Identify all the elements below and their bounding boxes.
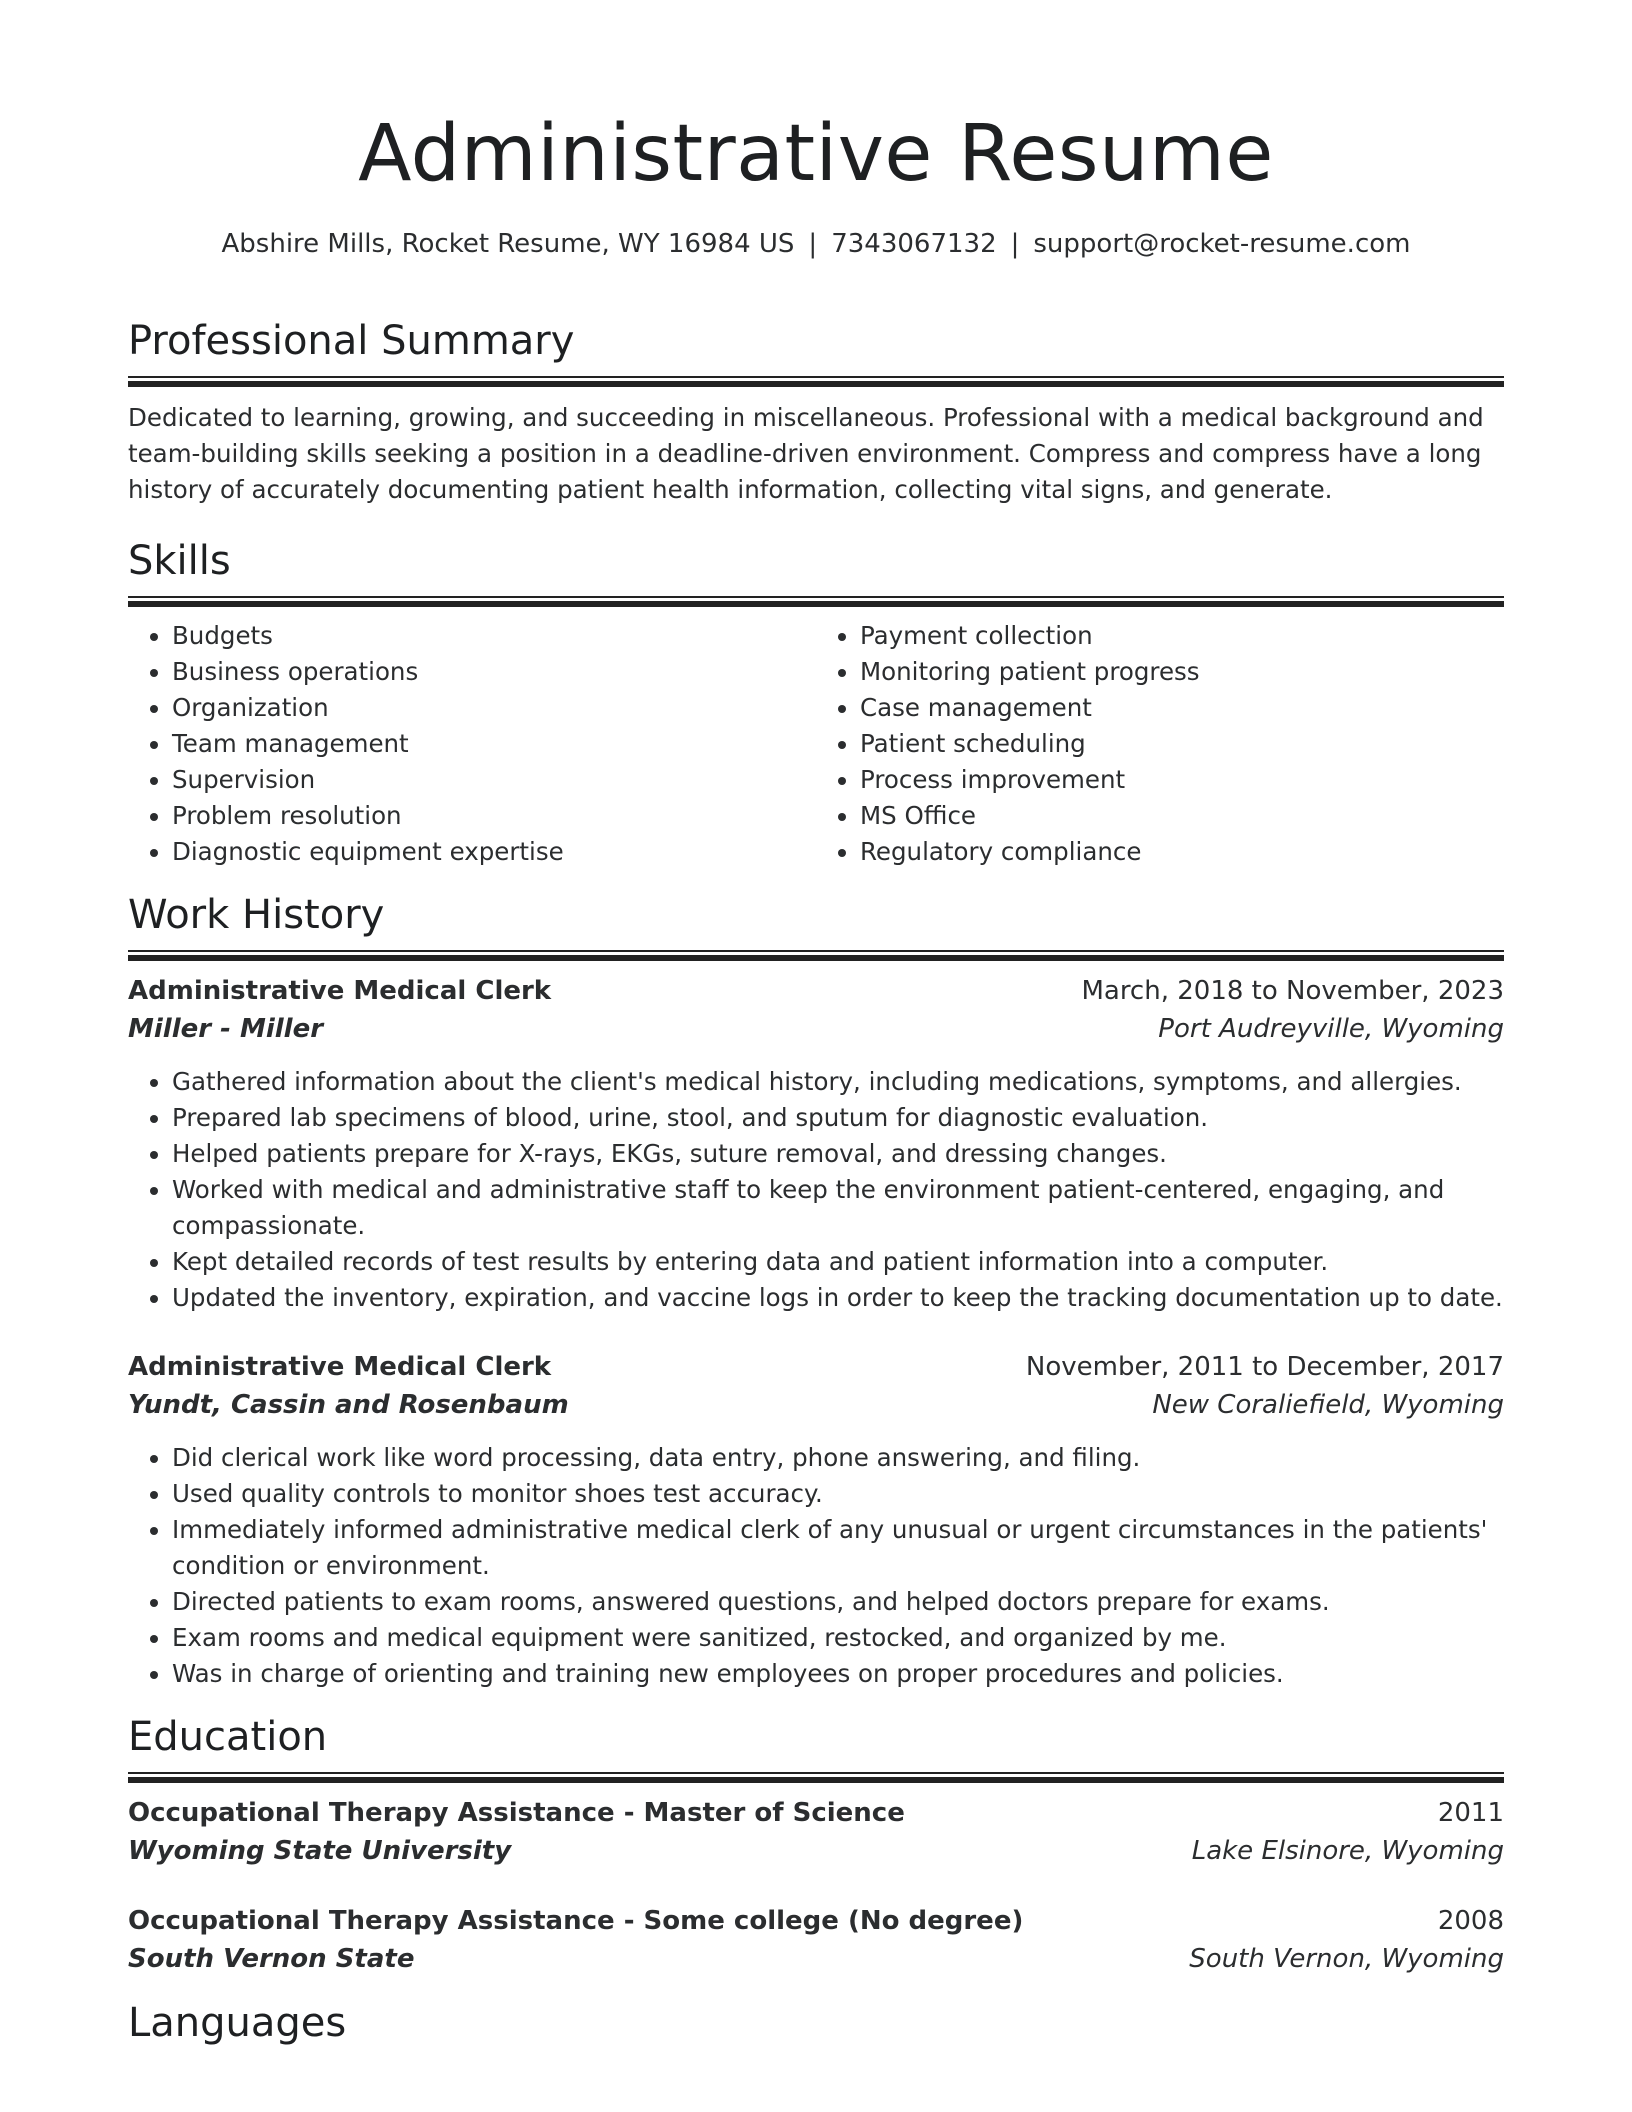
skill-item: • Payment collection [860,618,1504,654]
job-company: Yundt, Cassin and Rosenbaum [128,1390,569,1420]
resume-header [0,109,1632,259]
job-entry [128,1348,1504,1692]
skill-item: • Budgets [172,618,816,654]
section-divider [128,596,1504,606]
job-bullet: • Used quality controls to monitor shoes test accuracy. [172,1476,1504,1512]
education-location: South Vernon, Wyoming [1189,1944,1504,1974]
job-location: Port Audreyville, Wyoming [1158,1014,1504,1044]
skill-item: • Diagnostic equipment expertise [172,834,816,870]
education-section [128,1714,1504,1978]
education-year: 2011 [1437,1798,1504,1828]
job-bullet: • Directed patients to exam rooms, answered questions, and helped doctors prepare for exams. [172,1584,1504,1620]
job-dates: November, 2011 to December, 2017 [1025,1352,1504,1382]
skills-columns [128,618,1504,870]
skills-section [128,538,1504,870]
contact-email: support@rocket-resume.com [1033,229,1411,259]
skill-item: • Business operations [172,654,816,690]
education-entry [128,1794,1504,1870]
skills-list-left [128,618,816,870]
education-degree: Occupational Therapy Assistance - Master of Science [128,1798,905,1828]
job-bullet: • Was in charge of orienting and training new employees on proper procedures and policies. [172,1656,1504,1692]
education-location: Lake Elsinore, Wyoming [1191,1836,1504,1866]
languages-heading: Languages [128,2000,347,2046]
education-degree: Occupational Therapy Assistance - Some college (No degree) [128,1906,1024,1936]
job-bullet: • Helped patients prepare for X-rays, EKGs, suture removal, and dressing changes. [172,1136,1504,1172]
work-history-section [128,892,1504,1692]
education-school: Wyoming State University [128,1836,512,1866]
job-entry [128,972,1504,1316]
skills-heading: Skills [128,538,231,584]
contact-separator: | [808,229,818,259]
education-entry [128,1902,1504,1978]
job-bullet: • Exam rooms and medical equipment were sanitized, restocked, and organized by me. [172,1620,1504,1656]
skill-item: • Supervision [172,762,816,798]
job-bullet: • Kept detailed records of test results by entering data and patient information into a computer. [172,1244,1504,1280]
job-bullet: • Immediately informed administrative medical clerk of any unusual or urgent circumstances in the patients' condition or environment. [172,1512,1504,1584]
skill-item: • Case management [860,690,1504,726]
job-dates: March, 2018 to November, 2023 [1081,976,1504,1006]
skill-item: • Organization [172,690,816,726]
job-company: Miller - Miller [128,1014,324,1044]
summary-section [128,318,1504,508]
skill-item: • Process improvement [860,762,1504,798]
job-bullet: • Prepared lab specimens of blood, urine, stool, and sputum for diagnostic evaluation. [172,1100,1504,1136]
skill-item: • Team management [172,726,816,762]
job-location: New Coraliefield, Wyoming [1152,1390,1504,1420]
work-history-heading: Work History [128,892,385,938]
job-title: Administrative Medical Clerk [128,1352,552,1382]
languages-section [128,2000,1504,2046]
skill-item: • Patient scheduling [860,726,1504,762]
resume-content [128,318,1504,2046]
skill-item: • MS Office [860,798,1504,834]
skill-item: • Monitoring patient progress [860,654,1504,690]
job-bullet: • Worked with medical and administrative staff to keep the environment patient-centered, engaging, and compassionate. [172,1172,1504,1244]
education-year: 2008 [1437,1906,1504,1936]
job-bullets [128,1064,1504,1316]
section-divider [128,1772,1504,1782]
contact-address: Abshire Mills, Rocket Resume, WY 16984 US [221,229,795,259]
job-bullet: • Did clerical work like word processing, data entry, phone answering, and filing. [172,1440,1504,1476]
job-title: Administrative Medical Clerk [128,976,552,1006]
education-school: South Vernon State [128,1944,415,1974]
summary-text: Dedicated to learning, growing, and succeeding in miscellaneous. Professional with a medical background and team-building skills seeking a position in a deadline-driven environment. Compress and compress have a long history of accurately documenting patient health information, collecting vital signs, and generate. [128,403,1484,504]
skill-item: • Regulatory compliance [860,834,1504,870]
contact-phone: 7343067132 [831,229,997,259]
section-divider [128,376,1504,386]
skill-item: • Problem resolution [172,798,816,834]
skills-list-right [816,618,1504,870]
education-heading: Education [128,1714,328,1760]
resume-title: Administrative Resume [358,109,1274,199]
contact-separator: | [1010,229,1020,259]
job-bullet: • Updated the inventory, expiration, and vaccine logs in order to keep the tracking documentation up to date. [172,1280,1504,1316]
job-bullets [128,1440,1504,1692]
job-bullet: • Gathered information about the client's medical history, including medications, symptoms, and allergies. [172,1064,1504,1100]
section-divider [128,950,1504,960]
summary-heading: Professional Summary [128,318,575,364]
contact-line [0,231,1632,257]
